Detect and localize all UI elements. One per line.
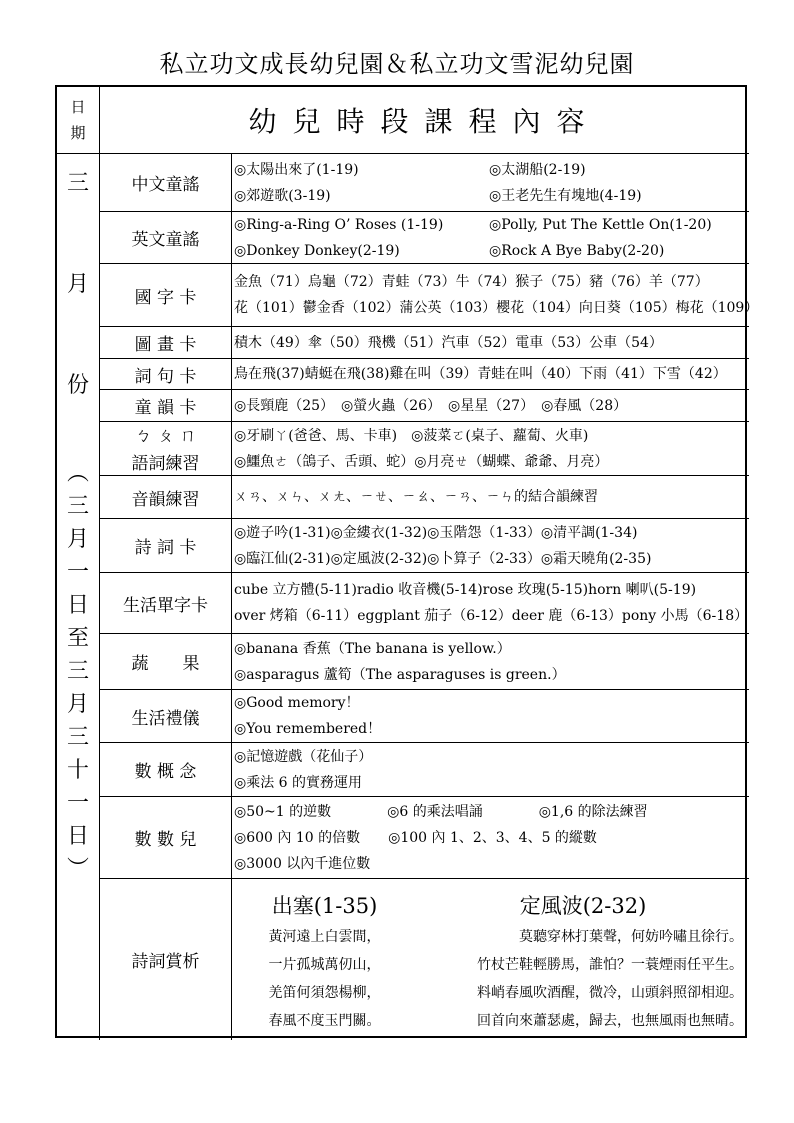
poem-title: 定風波(2-32) (519, 894, 647, 918)
row-label (100, 422, 232, 476)
row-label: 音韻練習 (100, 476, 232, 519)
date-range-char: 月 (66, 527, 89, 552)
content-line: ◎臨江仙(2-31)◎定風波(2-32)◎卜算子（2-33）◎霜天曉角(2-35) (234, 550, 652, 567)
row-label: 數 數 兒 (100, 797, 232, 879)
content-line: ㄨㄢ、ㄨㄣ、ㄨㄤ、ㄧㄝ、ㄧㄠ、ㄧㄢ、ㄧㄣ的結合韻練習 (234, 489, 598, 505)
date-range-char: 日 (66, 824, 89, 849)
document-title: 私立功文成長幼兒園＆私立功文雪泥幼兒園 (159, 50, 635, 78)
row-label: 英文童謠 (100, 212, 232, 264)
row-label: 蔬 果 (100, 634, 232, 690)
poem-line: 莫聽穿林打葉聲，何妨吟嘯且徐行。 (519, 929, 743, 945)
item-grid (234, 157, 749, 209)
poem-line: 春風不度玉門關。 (268, 1013, 381, 1029)
date-month-char: 份 (66, 373, 89, 398)
content-line: ◎3000 以內千進位數 (234, 855, 371, 872)
date-month-char: 月 (66, 272, 89, 297)
row-label: 生活禮儀 (100, 690, 232, 743)
row-label: 圖 畫 卡 (100, 327, 232, 359)
date-range-char: 一 (66, 560, 89, 585)
row-content (232, 422, 749, 476)
row-content (232, 690, 749, 743)
content-line: ◎banana 香蕉（The banana is yellow.） (234, 640, 511, 657)
content-line: over 烤箱（6-11）eggplant 茄子（6-12）deer 鹿（6-13）pony 小馬（6-18） (234, 608, 749, 624)
poem-line: 回首向來蕭瑟處，歸去，也無風雨也無晴。 (477, 1013, 743, 1029)
poem-title: 出塞(1-35) (271, 894, 378, 918)
date-range-char: ︵ (66, 461, 89, 486)
row-content (232, 327, 749, 359)
row-label: 詞 句 卡 (100, 359, 232, 390)
date-header-line2: 期 (70, 124, 86, 142)
row-label: 國 字 卡 (100, 264, 232, 327)
poems-content (232, 879, 749, 1040)
content-item: ◎太陽出來了(1-19) (234, 161, 359, 178)
content-line: cube 立方體(5-11)radio 收音機(5-14)rose 玫瑰(5-15)horn 喇叭(5-19) (234, 582, 697, 598)
content-line: 花（101）鬱金香（102）蒲公英（103）櫻花（104）向日葵（105）梅花（109） (234, 300, 759, 316)
row-content (232, 154, 749, 212)
content-line: ◎記憶遊戲（花仙子） (234, 748, 373, 765)
row-content (232, 476, 749, 519)
poem-line: 一片孤城萬仞山， (268, 957, 381, 973)
row-label: 童 韻 卡 (100, 390, 232, 422)
row-content (232, 743, 749, 797)
content-line: 金魚（71）烏龜（72）青蛙（73）牛（74）猴子（75）豬（76）羊（77） (234, 274, 709, 290)
date-range-char: 三 (66, 725, 89, 750)
poem-line: 料峭春風吹酒醒，微冷，山頭斜照卻相迎。 (477, 985, 743, 1001)
date-range-char: 十 (66, 758, 89, 783)
row-content (232, 634, 749, 690)
content-line: ◎You remembered！ (234, 721, 382, 737)
course-table (55, 85, 759, 1038)
row-label: 詩 詞 卡 (100, 519, 232, 573)
content-line: ◎50~1 的逆數 ◎6 的乘法唱誦 ◎1,6 的除法練習 (234, 803, 648, 820)
content-item: ◎太湖船(2-19) (489, 161, 586, 178)
date-range-char: 三 (66, 494, 89, 519)
course-title: 幼兒時段課程內容 (100, 87, 749, 154)
content-line: ◎牙刷ㄚ(爸爸、馬、卡車) ◎菠菜ㄛ(桌子、蘿蔔、火車) (234, 427, 589, 444)
date-range-char: 三 (66, 659, 89, 684)
poem-line: 羌笛何須怨楊柳， (268, 985, 381, 1001)
row-content (232, 359, 749, 390)
content-item: ◎Donkey Donkey(2-19) (234, 242, 400, 259)
date-range-char: 月 (66, 692, 89, 717)
date-range-char: 一 (66, 791, 89, 816)
content-item: ◎郊遊歌(3-19) (234, 187, 331, 204)
content-line: ◎鱷魚ㄜ（鴿子、舌頭、蛇）◎月亮ㄝ（蝴蝶、爺爺、月亮） (234, 453, 609, 470)
row-label: 中文童謠 (100, 154, 232, 212)
date-range-char: ︶ (66, 857, 89, 882)
row-label: 詩詞賞析 (100, 879, 232, 1040)
content-item: ◎Rock A Bye Baby(2-20) (489, 242, 665, 259)
row-label: 數 概 念 (100, 743, 232, 797)
date-header-line1: 日 (70, 98, 86, 116)
row-label-line2: 語詞練習 (131, 454, 200, 474)
poem-line: 黃河遠上白雲間， (268, 929, 381, 945)
row-content (232, 212, 749, 264)
poem (417, 891, 749, 1035)
poem (232, 891, 417, 1035)
poem-line: 竹杖芒鞋輕勝馬，誰怕？一蓑煙雨任平生。 (477, 957, 743, 973)
date-header (57, 87, 100, 154)
content-line: 積木（49）傘（50）飛機（51）汽車（52）電車（53）公車（54） (234, 334, 663, 351)
row-content (232, 573, 749, 634)
row-content (232, 264, 759, 327)
date-range-char: 至 (66, 626, 89, 651)
row-content (232, 519, 749, 573)
content-line: ◎乘法 6 的實務運用 (234, 774, 363, 791)
content-line: ◎長頸鹿（25） ◎螢火蟲（26） ◎星星（27） ◎春風（28） (234, 397, 628, 414)
content-line: ◎遊子吟(1-31)◎金縷衣(1-32)◎玉階怨（1-33）◎清平調(1-34) (234, 524, 638, 541)
date-month-char: 三 (66, 171, 89, 196)
content-item: ◎王老先生有塊地(4-19) (489, 187, 642, 204)
content-item: ◎Ring-a-Ring O’ Roses (1-19) (234, 216, 444, 233)
content-line: ◎asparagus 蘆筍（The asparaguses is green.） (234, 666, 566, 683)
row-label-line1: ㄅ ㄆ ㄇ (134, 426, 197, 446)
date-column (57, 154, 100, 1040)
row-content (232, 390, 749, 422)
content-line: ◎600 內 10 的倍數 ◎100 內 1、2、3、4、5 的縱數 (234, 829, 597, 846)
row-label: 生活單字卡 (100, 573, 232, 634)
content-line: 鳥在飛(37)蜻蜓在飛(38)雞在叫（39）青蛙在叫（40）下雨（41）下雪（42） (234, 366, 727, 382)
row-content (232, 797, 749, 879)
content-item: ◎Polly, Put The Kettle On(1-20) (489, 216, 712, 233)
date-range-char: 日 (66, 593, 89, 618)
content-line: ◎Good memory！ (234, 695, 360, 711)
item-grid (234, 212, 749, 264)
